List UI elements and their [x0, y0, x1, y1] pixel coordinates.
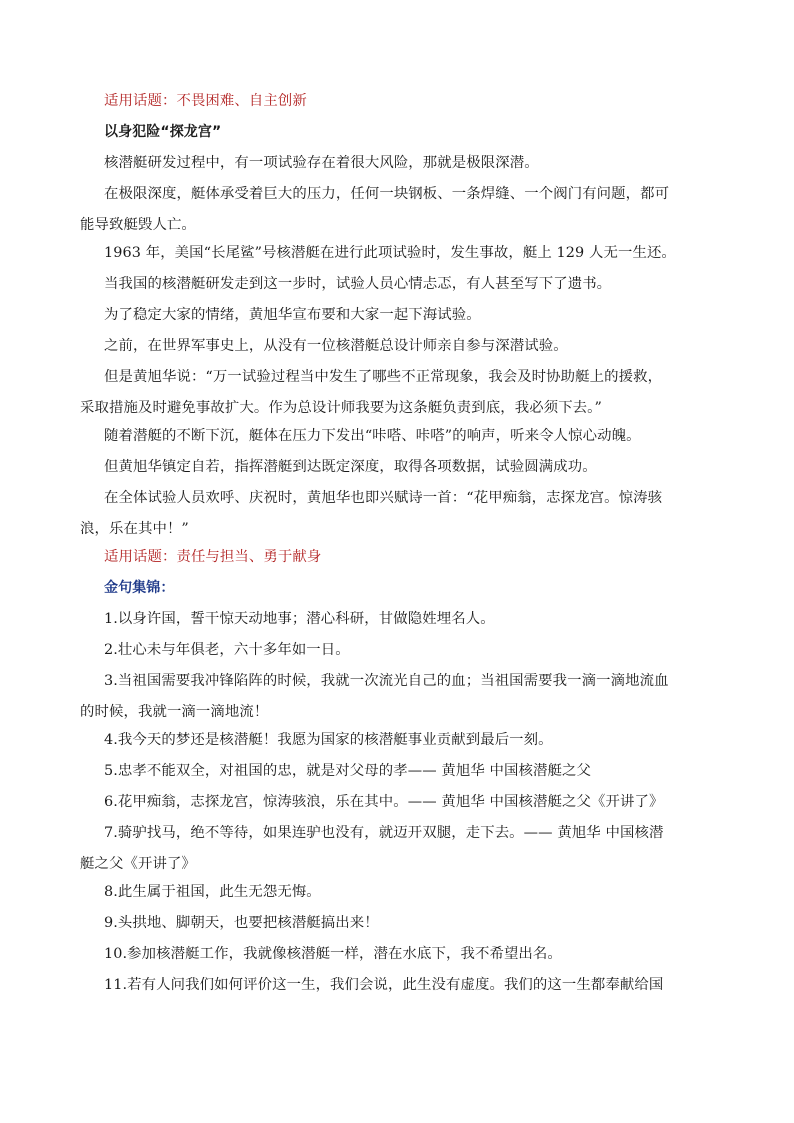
section-heading	[104, 123, 724, 154]
text-line: 9.头拱地、脚朝天，也要把核潜艇搞出来！	[104, 915, 379, 931]
paragraph	[80, 824, 724, 883]
text-line: 采取措施及时避免事故扩大。作为总设计师我要为这条艇负责到底，我必须下去。”	[80, 400, 602, 416]
topic-label	[104, 548, 724, 579]
text-line: 随着潜艇的不断下沉，艇体在压力下发出“咔嗒、咔嗒”的响声，听来令人惊心动魄。	[104, 428, 641, 444]
paragraph	[104, 427, 724, 458]
paragraph	[104, 762, 724, 793]
document-body	[80, 92, 724, 1007]
text-line: 6.花甲痴翁，志探龙宫，惊涛骇浪，乐在其中。—— 黄旭华 中国核潜艇之父《开讲了》	[104, 794, 664, 810]
paragraph	[104, 337, 724, 368]
text-line: 3.当祖国需要我冲锋陷阵的时候，我就一次流光自己的血；当祖国需要我一滴一滴地流血	[104, 673, 669, 689]
text-line: 能导致艇毁人亡。	[80, 217, 196, 233]
paragraph	[104, 458, 724, 489]
text-line: 8.此生属于祖国，此生无怨无悔。	[104, 884, 321, 900]
text-line: 核潜艇研发过程中，有一项试验存在着很大风险，那就是极限深潜。	[104, 155, 539, 171]
text-line: 但黄旭华镇定自若，指挥潜艇到达既定深度，取得各项数据，试验圆满成功。	[104, 459, 597, 475]
paragraph	[104, 793, 724, 824]
paragraph	[104, 641, 724, 672]
text-line: 1.以身许国，誓干惊天动地事；潜心科研，甘做隐姓埋名人。	[104, 611, 495, 627]
text-line: 的时候，我就一滴一滴地流！	[80, 704, 269, 720]
text-line: 适用话题：责任与担当、勇于献身	[104, 549, 322, 565]
text-line: 金句集锦：	[104, 580, 175, 596]
text-line: 在极限深度，艇体承受着巨大的压力，任何一块钢板、一条焊缝、一个阀门有问题，都可	[104, 186, 670, 202]
text-line: 5.忠孝不能双全，对祖国的忠，就是对父母的孝—— 黄旭华 中国核潜艇之父	[104, 763, 591, 779]
paragraph	[80, 672, 724, 731]
text-line: 4.我今天的梦还是核潜艇！我愿为国家的核潜艇事业贡献到最后一刻。	[104, 732, 553, 748]
text-line: 浪，乐在其中！”	[80, 521, 189, 537]
text-line: 在全体试验人员欢呼、庆祝时，黄旭华也即兴赋诗一首：“花甲痴翁，志探龙宫。惊涛骇	[104, 490, 663, 506]
text-line: 10.参加核潜艇工作，我就像核潜艇一样，潜在水底下，我不希望出名。	[104, 946, 562, 962]
paragraph	[80, 368, 724, 427]
paragraph	[80, 489, 724, 548]
text-line: 为了稳定大家的情绪，黄旭华宣布要和大家一起下海试验。	[104, 307, 481, 323]
paragraph	[104, 306, 724, 337]
text-line: 以身犯险“探龙宫”	[104, 124, 222, 140]
text-line: 当我国的核潜艇研发走到这一步时，试验人员心情忐忑，有人甚至写下了遗书。	[104, 276, 612, 292]
paragraph	[104, 914, 724, 945]
text-line: 1963 年，美国“长尾鲨”号核潜艇在进行此项试验时，发生事故，艇上 129 人无一生还。	[104, 245, 676, 261]
text-line: 2.壮心未与年俱老，六十多年如一日。	[104, 642, 350, 658]
text-line: 适用话题：不畏困难、自主创新	[104, 93, 307, 109]
text-line: 艇之父《开讲了》	[80, 856, 196, 872]
text-line: 7.骑驴找马，绝不等待，如果连驴也没有，就迈开双腿，走下去。—— 黄旭华 中国核潜	[104, 825, 664, 841]
paragraph	[104, 731, 724, 762]
paragraph	[104, 275, 724, 306]
text-line: 之前，在世界军事史上，从没有一位核潜艇总设计师亲自参与深潜试验。	[104, 338, 568, 354]
paragraph	[104, 154, 724, 185]
text-line: 11.若有人问我们如何评价这一生，我们会说，此生没有虚度。我们的这一生都奉献给国	[104, 977, 664, 993]
text-line: 但是黄旭华说：“万一试验过程当中发生了哪些不正常现象，我会及时协助艇上的援救，	[104, 369, 663, 385]
paragraph	[80, 185, 724, 244]
paragraph	[104, 610, 724, 641]
topic-label	[104, 92, 724, 123]
paragraph	[104, 976, 724, 1007]
quotes-heading	[104, 579, 724, 610]
paragraph	[104, 883, 724, 914]
paragraph	[104, 244, 724, 275]
paragraph	[104, 945, 724, 976]
